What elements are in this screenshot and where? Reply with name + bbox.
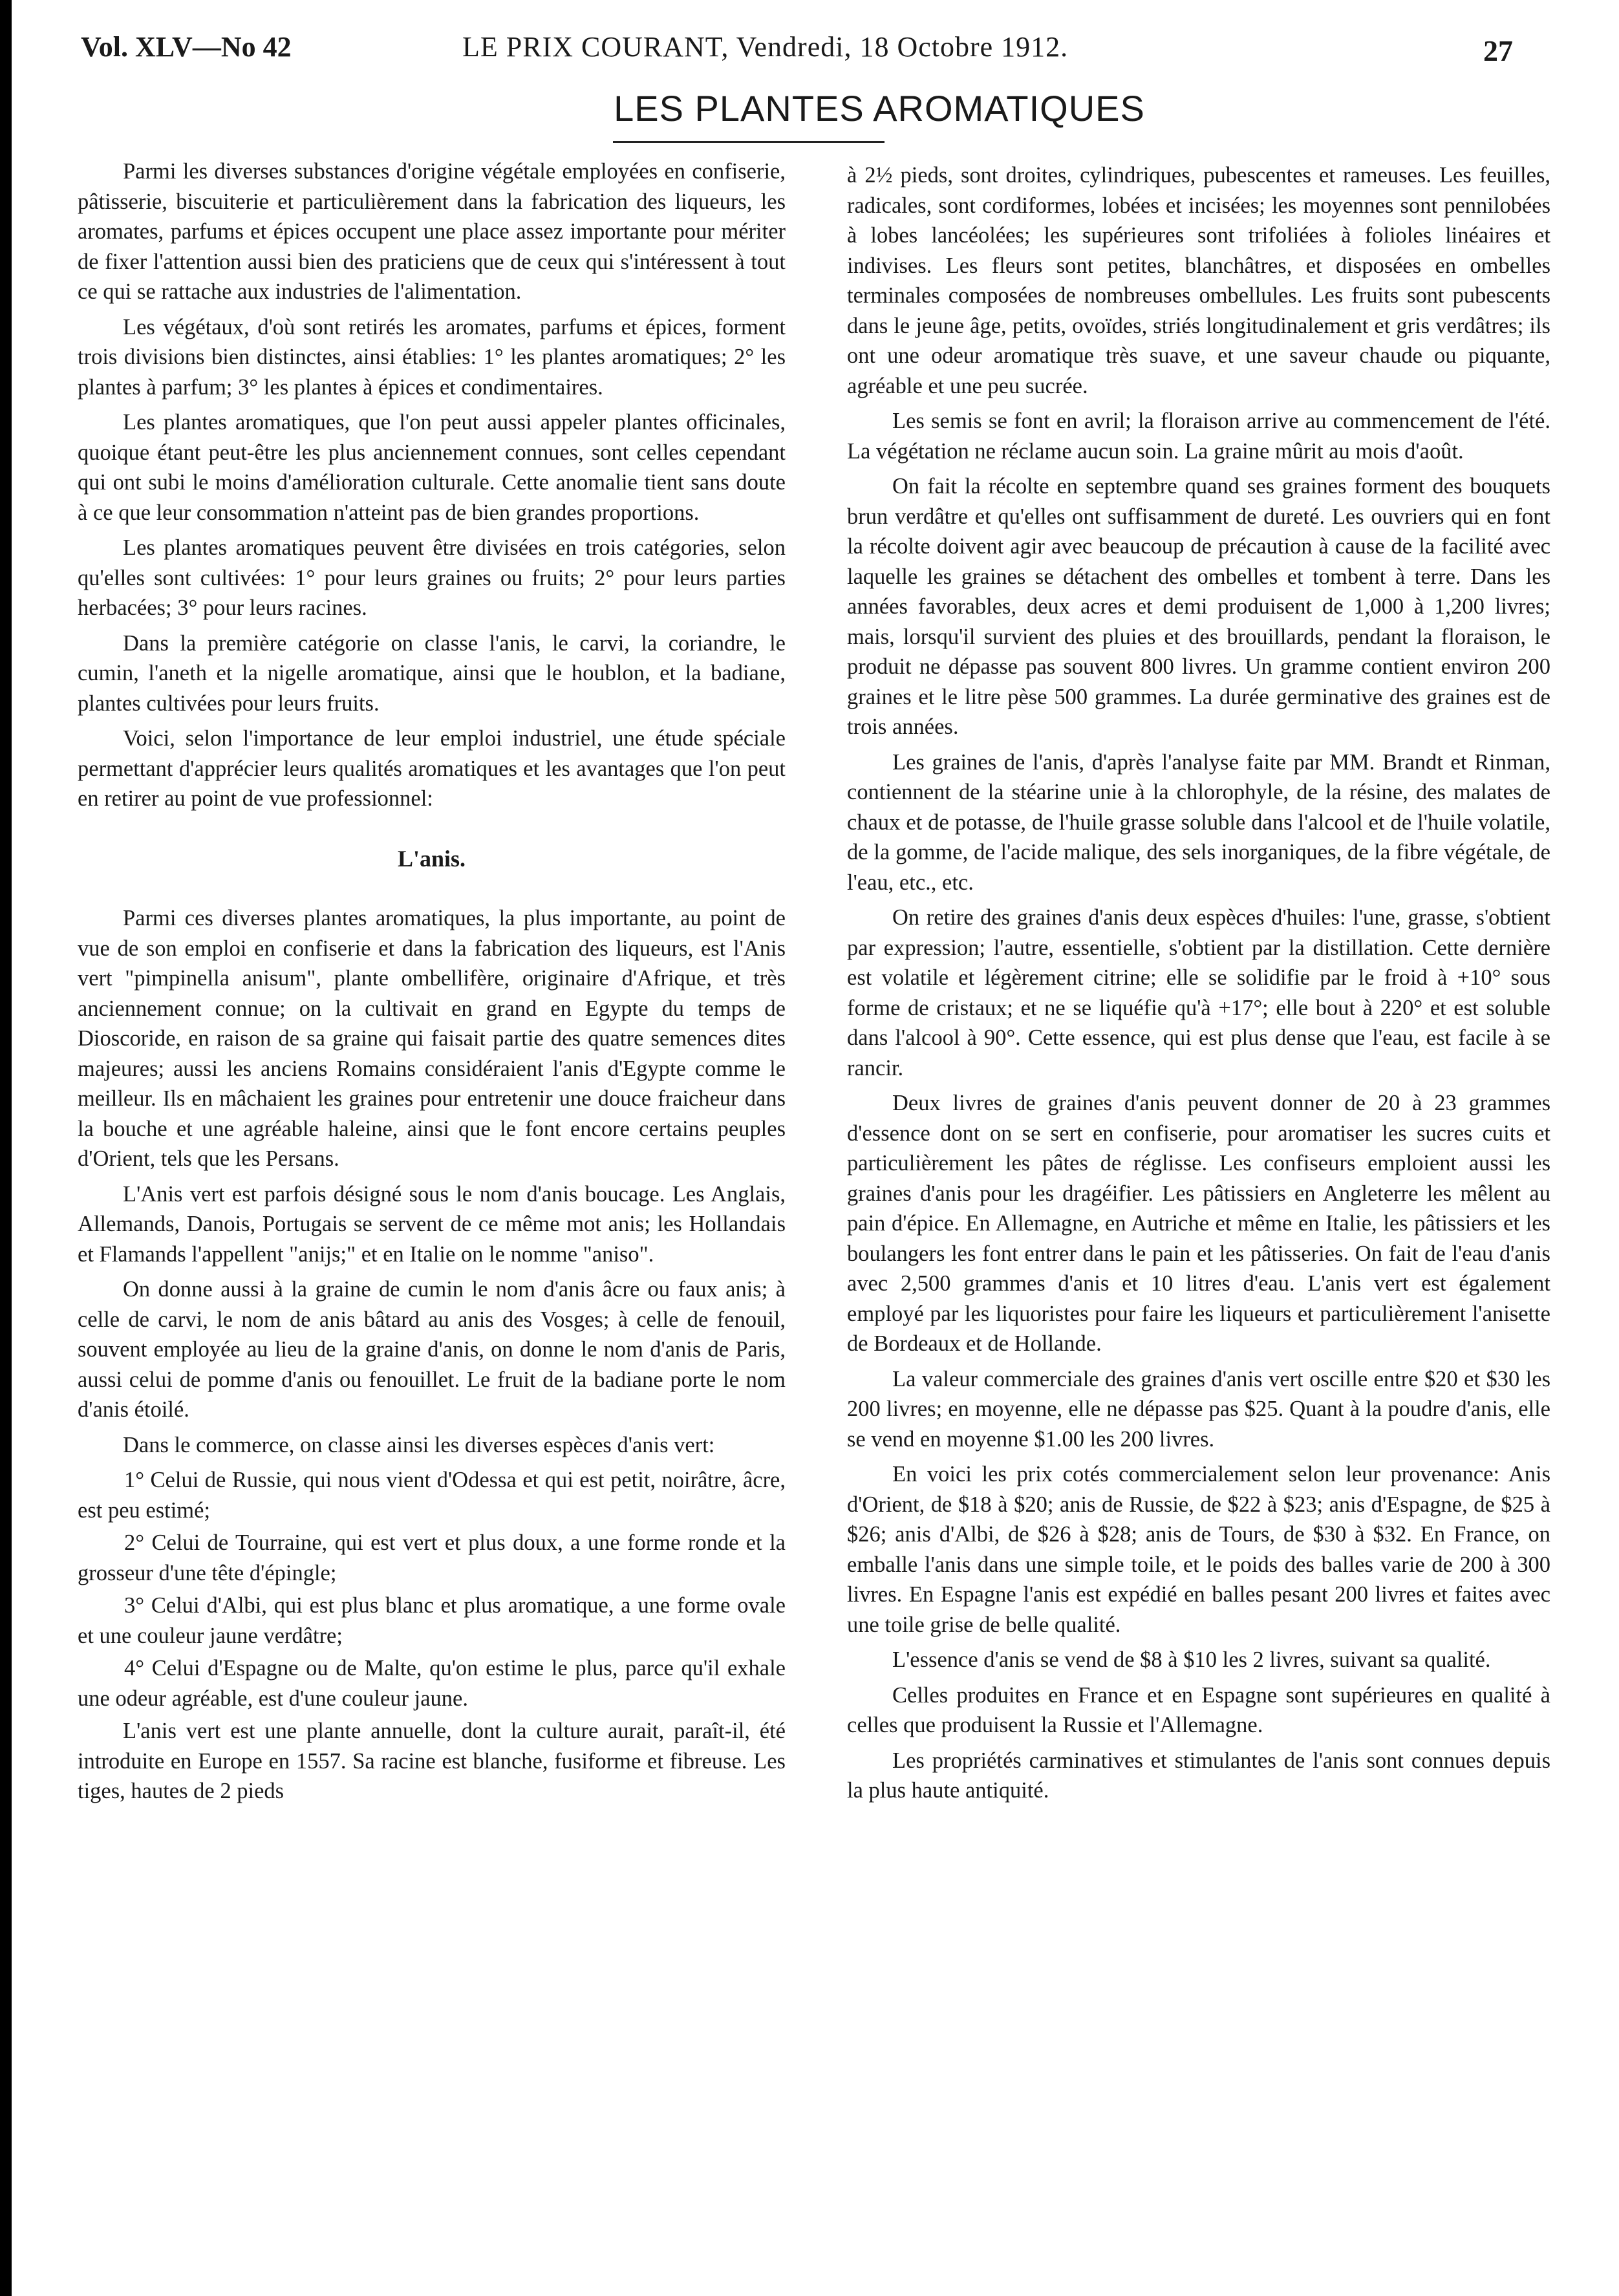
volume-label: Vol. XLV—No 42 [81,31,292,63]
scan-edge [0,0,12,2296]
article-title: LES PLANTES AROMATIQUES [614,88,1145,129]
body-paragraph: Les semis se font en avril; la floraison arrive au commencement de l'été. La végétation ne réclame aucun soin. La graine mûrit au mois d'août. [847,409,1550,464]
closing-paragraph: L'anis vert est une plante annuelle, dont la culture aurait, paraît-il, été introduite en Europe en 1557. Sa racine est blanche, fusiforme et fibreuse. Les tiges, hautes de 2 pieds [78,1719,786,1803]
body-paragraph: Les graines de l'anis, d'après l'analyse faite par MM. Brandt et Rinman, contiennent de la stéarine unie à la chlorophyle, de la résine, des malates de chaux et de potasse, de l'huile grasse soluble dans l'alcool et de l'huile volatile, de la gomme, de l'acide malique, des sels inorganiques, de la fibre végétale, de l'eau, etc., etc. [847,749,1550,895]
intro-paragraph: Voici, selon l'importance de leur emploi industriel, une étude spéciale permettant d'apprécier leurs qualités aromatiques et les avantages que l'on peut en retirer au point de vue professionnel: [78,726,786,811]
list-item: 1° Celui de Russie, qui nous vient d'Odessa et qui est petit, noirâtre, âcre, est peu estimé; [78,1468,786,1523]
intro-paragraph: Parmi les diverses substances d'origine végétale employées en confiserie, pâtisserie, biscuiterie et particulièrement dans la fabrication des liqueurs, les aromates, parfums et épices occupent une place assez importante pour mériter de fixer l'attention aussi bien des praticiens que de ceux qui s'intéressent à tout ce qui se rattache aux industries de l'alimentation. [78,159,786,304]
page-header [81,25,1513,70]
title-rule [613,141,885,143]
intro-paragraph: Dans la première catégorie on classe l'anis, le carvi, la coriandre, le cumin, l'aneth et la nigelle aromatique, ainsi que le houblon, et la badiane, plantes cultivées pour leurs fruits. [78,630,786,716]
body-paragraph: L'essence d'anis se vend de $8 à $10 les 2 livres, suivant sa qualité. [892,1647,1491,1672]
right-column [847,160,1550,1811]
list-item: 4° Celui d'Espagne ou de Malte, qu'on estime le plus, parce qu'il exhale une odeur agréable, est d'une couleur jaune. [78,1656,786,1711]
continuation-paragraph: à 2½ pieds, sont droites, cylindriques, pubescentes et rameuses. Les feuilles, radicales, sont cordiformes, lobées et incisées; les moyennes sont pennilobées à lobes lancéolées; les supérieures sont trifoliées à folioles linéaires et indivises. Les fleurs sont petites, blanchâtres, et disposées en ombelles terminales composées de nombreuses ombellules. Les fruits sont pubescents dans le jeune âge, petits, ovoïdes, striés longitudinalement et gris verdâtres; ils ont une odeur aromatique très suave, et une saveur chaude ou piquante, agréable et une peu sucrée. [847,163,1550,398]
body-paragraph: En voici les prix cotés commercialement selon leur provenance: Anis d'Orient, de $18 à $20; anis de Russie, de $22 à $23; anis d'Espagne, de $25 à $26; anis d'Albi, de $26 à $28; anis de Tours, de $30 à $32. En France, on emballe l'anis dans une simple toile, et le poids des balles varie de 200 à 300 livres. En Espagne l'anis est expédié en balles pesant 200 livres et faites avec une toile grise de belle qualité. [847,1462,1550,1637]
intro-paragraph: Les plantes aromatiques, que l'on peut aussi appeler plantes officinales, quoique étant peut-être les plus anciennement connues, sont celles cependant qui ont subi le moins d'amélioration culturale. Cette anomalie tient sans doute à ce que leur consommation n'atteint pas de bien grandes proportions. [78,410,786,525]
section-heading-anis: L'anis. [397,845,466,872]
intro-paragraph: Les végétaux, d'où sont retirés les aromates, parfums et épices, forment trois divisions bien distinctes, ainsi établies: 1° les plantes aromatiques; 2° les plantes à parfum; 3° les plantes à épices et condimentaires. [78,314,786,400]
section-paragraph: L'Anis vert est parfois désigné sous le nom d'anis boucage. Les Anglais, Allemands, Danois, Portugais se servent de ce même mot anis; les Hollandais et Flamands l'appellent "anijs;" et en Italie on le nomme "aniso". [78,1181,786,1267]
body-paragraph: Les propriétés carminatives et stimulantes de l'anis sont connues depuis la plus haute antiquité. [847,1748,1550,1803]
list-item: 2° Celui de Tourraine, qui est vert et plus doux, a une forme ronde et la grosseur d'une tête d'épingle; [78,1530,786,1585]
section-paragraph: Parmi ces diverses plantes aromatiques, la plus importante, au point de vue de son emploi en confiserie et dans la fabrication des liqueurs, est l'Anis vert "pimpinella anisum", plante ombellifère, originaire d'Afrique, et très anciennement connue; on la cultivait en grand en Egypte du temps de Dioscoride, en raison de sa graine qui faisait partie des quatre semences dites majeures; aussi les anciens Romains considéraient l'anis d'Egypte comme le meilleur. Ils en mâchaient les graines pour entretenir une douce fraicheur dans la bouche et une agréable haleine, ainsi que le font encore certains peuples d'Orient, tels que les Persans. [78,906,786,1171]
page-number: 27 [1483,34,1513,67]
body-paragraph: La valeur commerciale des graines d'anis vert oscille entre $20 et $30 les 200 livres; en moyenne, elle ne dépasse pas $25. Quant à la poudre d'anis, elle se vend en moyenne $1.00 les 200 livres. [847,1366,1550,1452]
section-paragraph: Dans le commerce, on classe ainsi les diverses espèces d'anis vert: [123,1432,715,1457]
body-paragraph: Celles produites en France et en Espagne sont supérieures en qualité à celles que produisent la Russie et l'Allemagne. [847,1682,1550,1737]
body-paragraph: Deux livres de graines d'anis peuvent donner de 20 à 23 grammes d'essence dont on se sert en confiserie, pour aromatiser les sucres cuits et particulièrement les pâtes de réglisse. Les confiseurs emploient aussi les graines d'anis pour les dragéifier. Les pâtissiers en Angleterre les mêlent au pain d'épice. En Allemagne, en Autriche et même en Italie, les pâtissiers et les boulangers les font entrer dans le pain et les pâtisseries. On fait de l'eau d'anis avec 2,500 grammes d'anis et 10 litres d'eau. L'anis vert est également employé par les liquoristes pour faire les liqueurs et particulièrement l'anisette de Bordeaux et de Hollande. [847,1091,1550,1356]
publication-line: LE PRIX COURANT, Vendredi, 18 Octobre 1912. [462,31,1069,63]
left-column [78,156,786,1812]
intro-paragraph: Les plantes aromatiques peuvent être divisées en trois catégories, selon qu'elles sont cultivées: 1° pour leurs graines ou fruits; 2° pour leurs parties herbacées; 3° pour leurs racines. [78,535,786,620]
section-paragraph: On donne aussi à la graine de cumin le nom d'anis âcre ou faux anis; à celle de carvi, le nom de anis bâtard au anis des Vosges; à celle de fenouil, souvent employée au lieu de la graine d'anis, on donne le nom d'anis de Paris, aussi celui de pomme d'anis ou fenouillet. Le fruit de la badiane porte le nom d'anis étoilé. [78,1277,786,1422]
list-item: 3° Celui d'Albi, qui est plus blanc et plus aromatique, a une forme ovale et une couleur jaune verdâtre; [78,1593,786,1648]
body-paragraph: On retire des graines d'anis deux espèces d'huiles: l'une, grasse, s'obtient par expression; l'autre, essentielle, s'obtient par la distillation. Cette dernière est volatile et légèrement citrine; elle se solidifie par le froid à +10° sous forme de cristaux; et ne se liquéfie qu'à +17°; elle bout à 220° et est soluble dans l'alcool à 90°. Cette essence, qui est plus dense que l'eau, est facile à se rancir. [847,905,1550,1080]
body-paragraph: On fait la récolte en septembre quand ses graines forment des bouquets brun verdâtre et qu'elles ont suffisamment de dureté. Les ouvriers qui en font la récolte doivent agir avec beaucoup de précaution à cause de la facilité avec laquelle les graines se détachent des ombelles et tombent à terre. Dans les années favorables, deux acres et demi produisent de 1,000 à 1,200 livres; mais, lorsqu'il survient des pluies et des brouillards, pendant la floraison, le produit ne dépasse pas souvent 800 livres. Un gramme contient environ 200 graines et le litre pèse 500 grammes. La durée germinative des graines est de trois années. [847,474,1550,739]
